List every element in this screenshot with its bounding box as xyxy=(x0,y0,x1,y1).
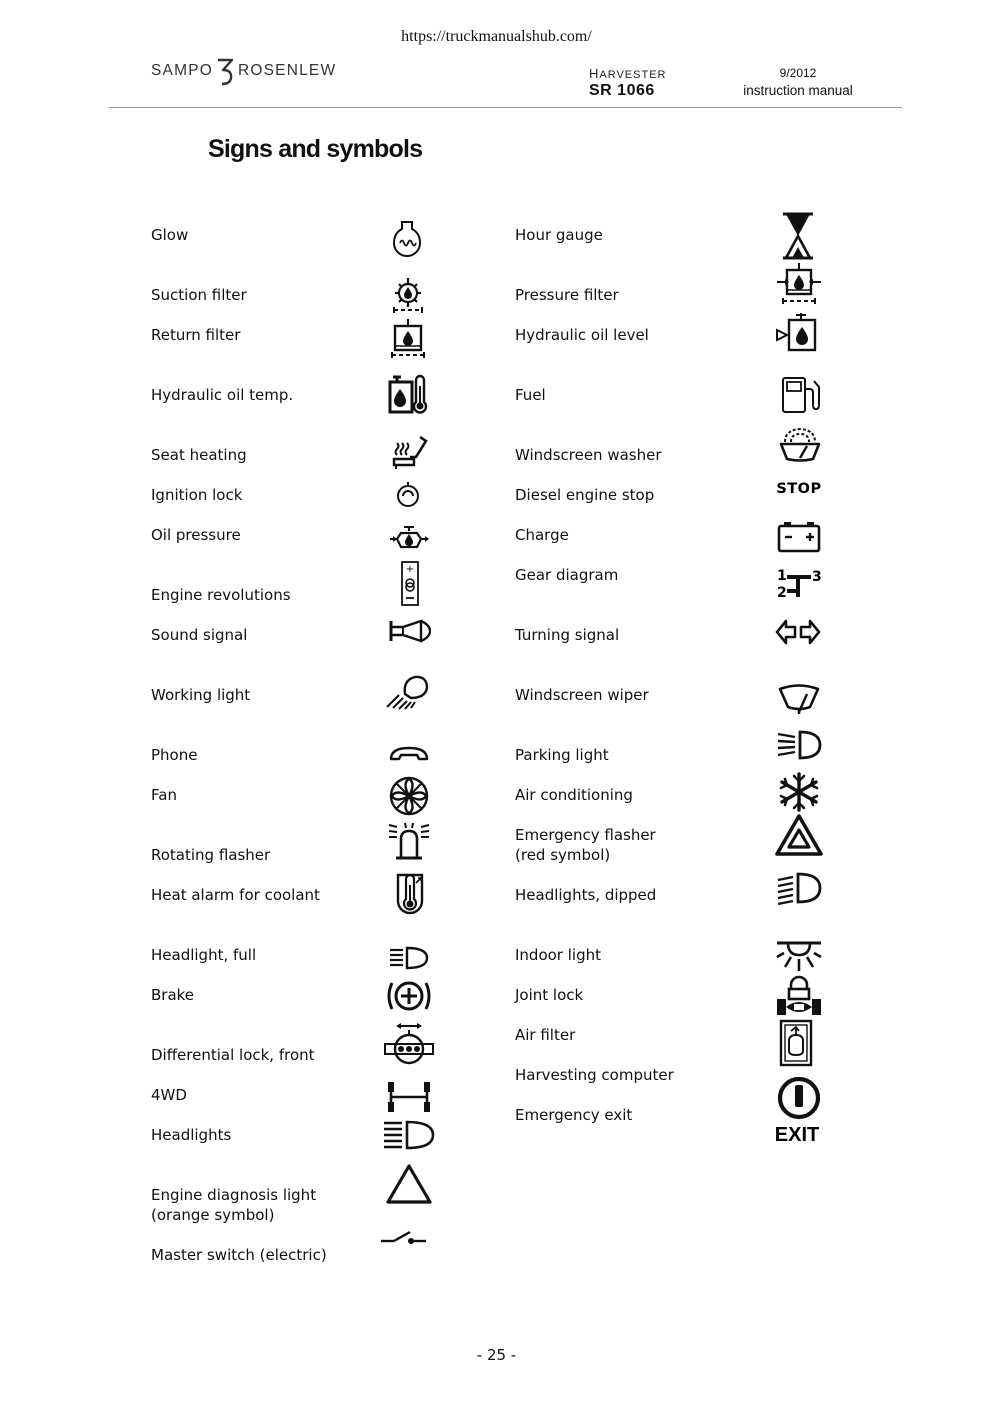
coolant-heat-icon xyxy=(391,871,429,919)
label-differential-lock-front: Differential lock, front xyxy=(151,1046,315,1064)
windscreen-washer-icon xyxy=(777,426,823,464)
label-windscreen-washer: Windscreen washer xyxy=(515,446,662,464)
stop-icon xyxy=(776,478,822,498)
power-icon xyxy=(776,1075,822,1121)
brand-left: SAMPO xyxy=(151,62,213,79)
windscreen-wiper-icon xyxy=(777,683,821,717)
label-harvesting-computer: Harvesting computer xyxy=(515,1066,674,1084)
brake-icon xyxy=(385,978,433,1014)
exit-text: EXIT xyxy=(774,1124,820,1145)
hydraulic-oil-level-icon xyxy=(775,312,819,354)
label-return-filter: Return filter xyxy=(151,326,241,344)
label-air-conditioning: Air conditioning xyxy=(515,786,633,804)
label-hydraulic-oil-temp: Hydraulic oil temp. xyxy=(151,386,294,404)
pressure-filter-icon xyxy=(776,262,822,308)
label-heat-alarm-coolant: Heat alarm for coolant xyxy=(151,886,320,904)
label-pressure-filter: Pressure filter xyxy=(515,286,619,304)
doc-date: 9/2012 xyxy=(779,66,817,80)
joint-lock-icon xyxy=(775,975,823,1017)
hydraulic-oil-temp-icon xyxy=(387,374,429,416)
label-air-filter: Air filter xyxy=(515,1026,576,1044)
hour-gauge-icon xyxy=(780,211,816,261)
label-emergency-exit: Emergency exit xyxy=(515,1106,633,1124)
label-parking-light: Parking light xyxy=(515,746,609,764)
label-working-light: Working light xyxy=(151,686,251,704)
label-headlights-dipped: Headlights, dipped xyxy=(515,886,657,904)
product-header xyxy=(589,66,719,100)
stop-text: STOP xyxy=(776,481,822,497)
label-ignition-lock: Ignition lock xyxy=(151,486,243,504)
brand-logo xyxy=(151,56,336,86)
fan-icon xyxy=(388,775,430,817)
return-filter-icon xyxy=(389,318,427,360)
parking-light-icon xyxy=(776,729,822,761)
label-fan: Fan xyxy=(151,786,177,804)
oil-pressure-icon xyxy=(389,523,429,553)
label-engine-diagnosis-note: (orange symbol) xyxy=(151,1206,275,1224)
ignition-lock-icon xyxy=(395,480,421,510)
label-indoor-light: Indoor light xyxy=(515,946,601,964)
gear-2-text: 2 xyxy=(777,585,787,601)
label-glow: Glow xyxy=(151,226,189,244)
label-fuel: Fuel xyxy=(515,386,546,404)
turning-signal-icon xyxy=(775,617,821,647)
brand-right: ROSENLEW xyxy=(237,62,337,79)
page-number: - 25 - xyxy=(476,1346,517,1364)
four-wheel-drive-icon xyxy=(386,1080,432,1114)
seat-heating-icon xyxy=(390,435,428,471)
label-windscreen-wiper: Windscreen wiper xyxy=(515,686,649,704)
doc-type: instruction manual xyxy=(743,83,853,98)
horn-icon xyxy=(389,619,431,643)
snowflake-icon xyxy=(776,771,822,813)
brand-mark-icon xyxy=(215,56,237,86)
label-joint-lock: Joint lock xyxy=(515,986,584,1004)
hazard-icon xyxy=(775,813,823,857)
label-turning-signal: Turning signal xyxy=(515,626,620,644)
doc-info xyxy=(735,66,861,98)
headlight-dipped-icon xyxy=(776,871,822,907)
label-sound-signal: Sound signal xyxy=(151,626,248,644)
label-hydraulic-oil-level: Hydraulic oil level xyxy=(515,326,649,344)
label-oil-pressure: Oil pressure xyxy=(151,526,241,544)
suction-filter-icon xyxy=(389,276,427,316)
label-phone: Phone xyxy=(151,746,198,764)
label-emergency-flasher: Emergency flasher xyxy=(515,826,656,844)
page-title: Signs and symbols xyxy=(208,135,423,163)
engine-diagnosis-icon xyxy=(384,1162,434,1206)
label-master-switch: Master switch (electric) xyxy=(151,1246,327,1264)
product-line: HARVESTER xyxy=(589,66,667,81)
air-filter-icon xyxy=(779,1019,815,1067)
rotating-flasher-icon xyxy=(388,821,430,861)
indoor-light-icon xyxy=(775,939,823,975)
exit-icon xyxy=(774,1121,822,1145)
master-switch-icon xyxy=(380,1229,428,1249)
label-hour-gauge: Hour gauge xyxy=(515,226,603,244)
working-light-icon xyxy=(385,674,429,710)
label-diesel-engine-stop: Diesel engine stop xyxy=(515,486,655,504)
source-url: https://truckmanualshub.com/ xyxy=(401,28,592,45)
engine-revolutions-icon xyxy=(400,561,420,607)
label-engine-diagnosis: Engine diagnosis light xyxy=(151,1186,317,1204)
glow-icon xyxy=(389,219,425,259)
label-gear-diagram: Gear diagram xyxy=(515,566,619,584)
label-suction-filter: Suction filter xyxy=(151,286,247,304)
label-charge: Charge xyxy=(515,526,569,544)
label-brake: Brake xyxy=(151,986,195,1004)
gear-3-text: 3 xyxy=(812,569,822,585)
gear-1-text: 1 xyxy=(777,568,787,584)
headlight-full-icon xyxy=(389,945,429,971)
headlights-icon xyxy=(383,1119,435,1151)
fuel-icon xyxy=(780,375,824,415)
label-headlight-full: Headlight, full xyxy=(151,946,257,964)
label-emergency-flasher-note: (red symbol) xyxy=(515,846,611,864)
header-divider xyxy=(109,107,902,108)
label-4wd: 4WD xyxy=(151,1086,187,1104)
svg-text:+: + xyxy=(405,564,415,575)
label-rotating-flasher: Rotating flasher xyxy=(151,846,271,864)
gear-diagram-icon xyxy=(775,565,825,601)
battery-icon xyxy=(776,520,822,554)
differential-lock-icon xyxy=(383,1022,435,1068)
label-seat-heating: Seat heating xyxy=(151,446,247,464)
phone-icon xyxy=(388,745,430,765)
product-model: SR 1066 xyxy=(589,82,655,99)
label-engine-revolutions: Engine revolutions xyxy=(151,586,291,604)
label-headlights: Headlights xyxy=(151,1126,232,1144)
